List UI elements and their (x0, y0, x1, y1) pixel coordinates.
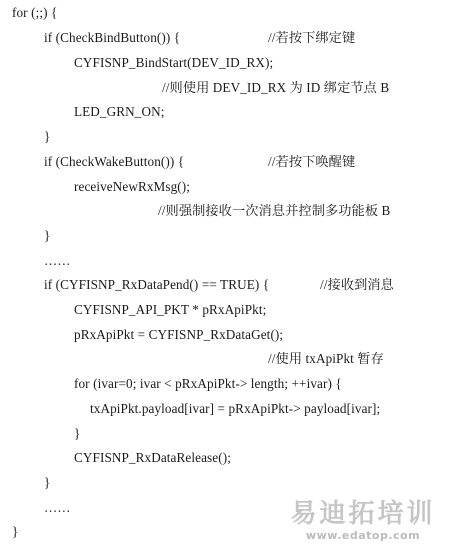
code-comment-receive: //则强制接收一次消息并控制多功能板 B (158, 203, 391, 218)
watermark-logo (278, 499, 448, 543)
code-comment-rx: //接收到消息 (320, 277, 394, 292)
code-line-pkt-decl: CYFISNP_API_PKT * pRxApiPkt; (74, 302, 267, 317)
code-line-rx-release: CYFISNP_RxDataRelease(); (74, 450, 231, 465)
watermark-url: www.edatop.com (305, 529, 421, 542)
code-line-rx-get: pRxApiPkt = CYFISNP_RxDataGet(); (74, 327, 284, 342)
code-line-led-on: LED_GRN_ON; (74, 104, 165, 119)
code-line-ellipsis: …… (44, 500, 71, 515)
code-line-for-loop: for (;;) { (12, 5, 58, 20)
code-comment-bind: //若按下绑定键 (268, 30, 356, 45)
code-line-close-brace: } (12, 524, 19, 539)
code-line-close-brace: } (44, 228, 51, 243)
code-line-if-wake: if (CheckWakeButton()) { (44, 154, 185, 169)
code-line-if-bind: if (CheckBindButton()) { (44, 30, 181, 45)
code-line-close-brace: } (74, 426, 81, 441)
code-comment-store: //使用 txApiPkt 暂存 (268, 351, 384, 366)
code-line-receive-msg: receiveNewRxMsg(); (74, 179, 191, 194)
code-line-ellipsis: …… (44, 253, 71, 268)
code-comment-wake: //若按下唤醒键 (268, 154, 356, 169)
code-line-for-ivar: for (ivar=0; ivar < pRxApiPkt-> length; ++ivar) { (74, 376, 342, 391)
watermark-brand: 易迪拓培训 (290, 499, 436, 529)
code-comment-bind-start: //则使用 DEV_ID_RX 为 ID 绑定节点 B (162, 80, 390, 95)
code-line-payload-copy: txApiPkt.payload[ivar] = pRxApiPkt-> payload[ivar]; (90, 401, 381, 416)
code-line-close-brace: } (44, 475, 51, 490)
code-line-if-rx-pend: if (CYFISNP_RxDataPend() == TRUE) { (44, 277, 270, 292)
code-line-close-brace: } (44, 129, 51, 144)
code-line-bind-start: CYFISNP_BindStart(DEV_ID_RX); (74, 55, 274, 70)
